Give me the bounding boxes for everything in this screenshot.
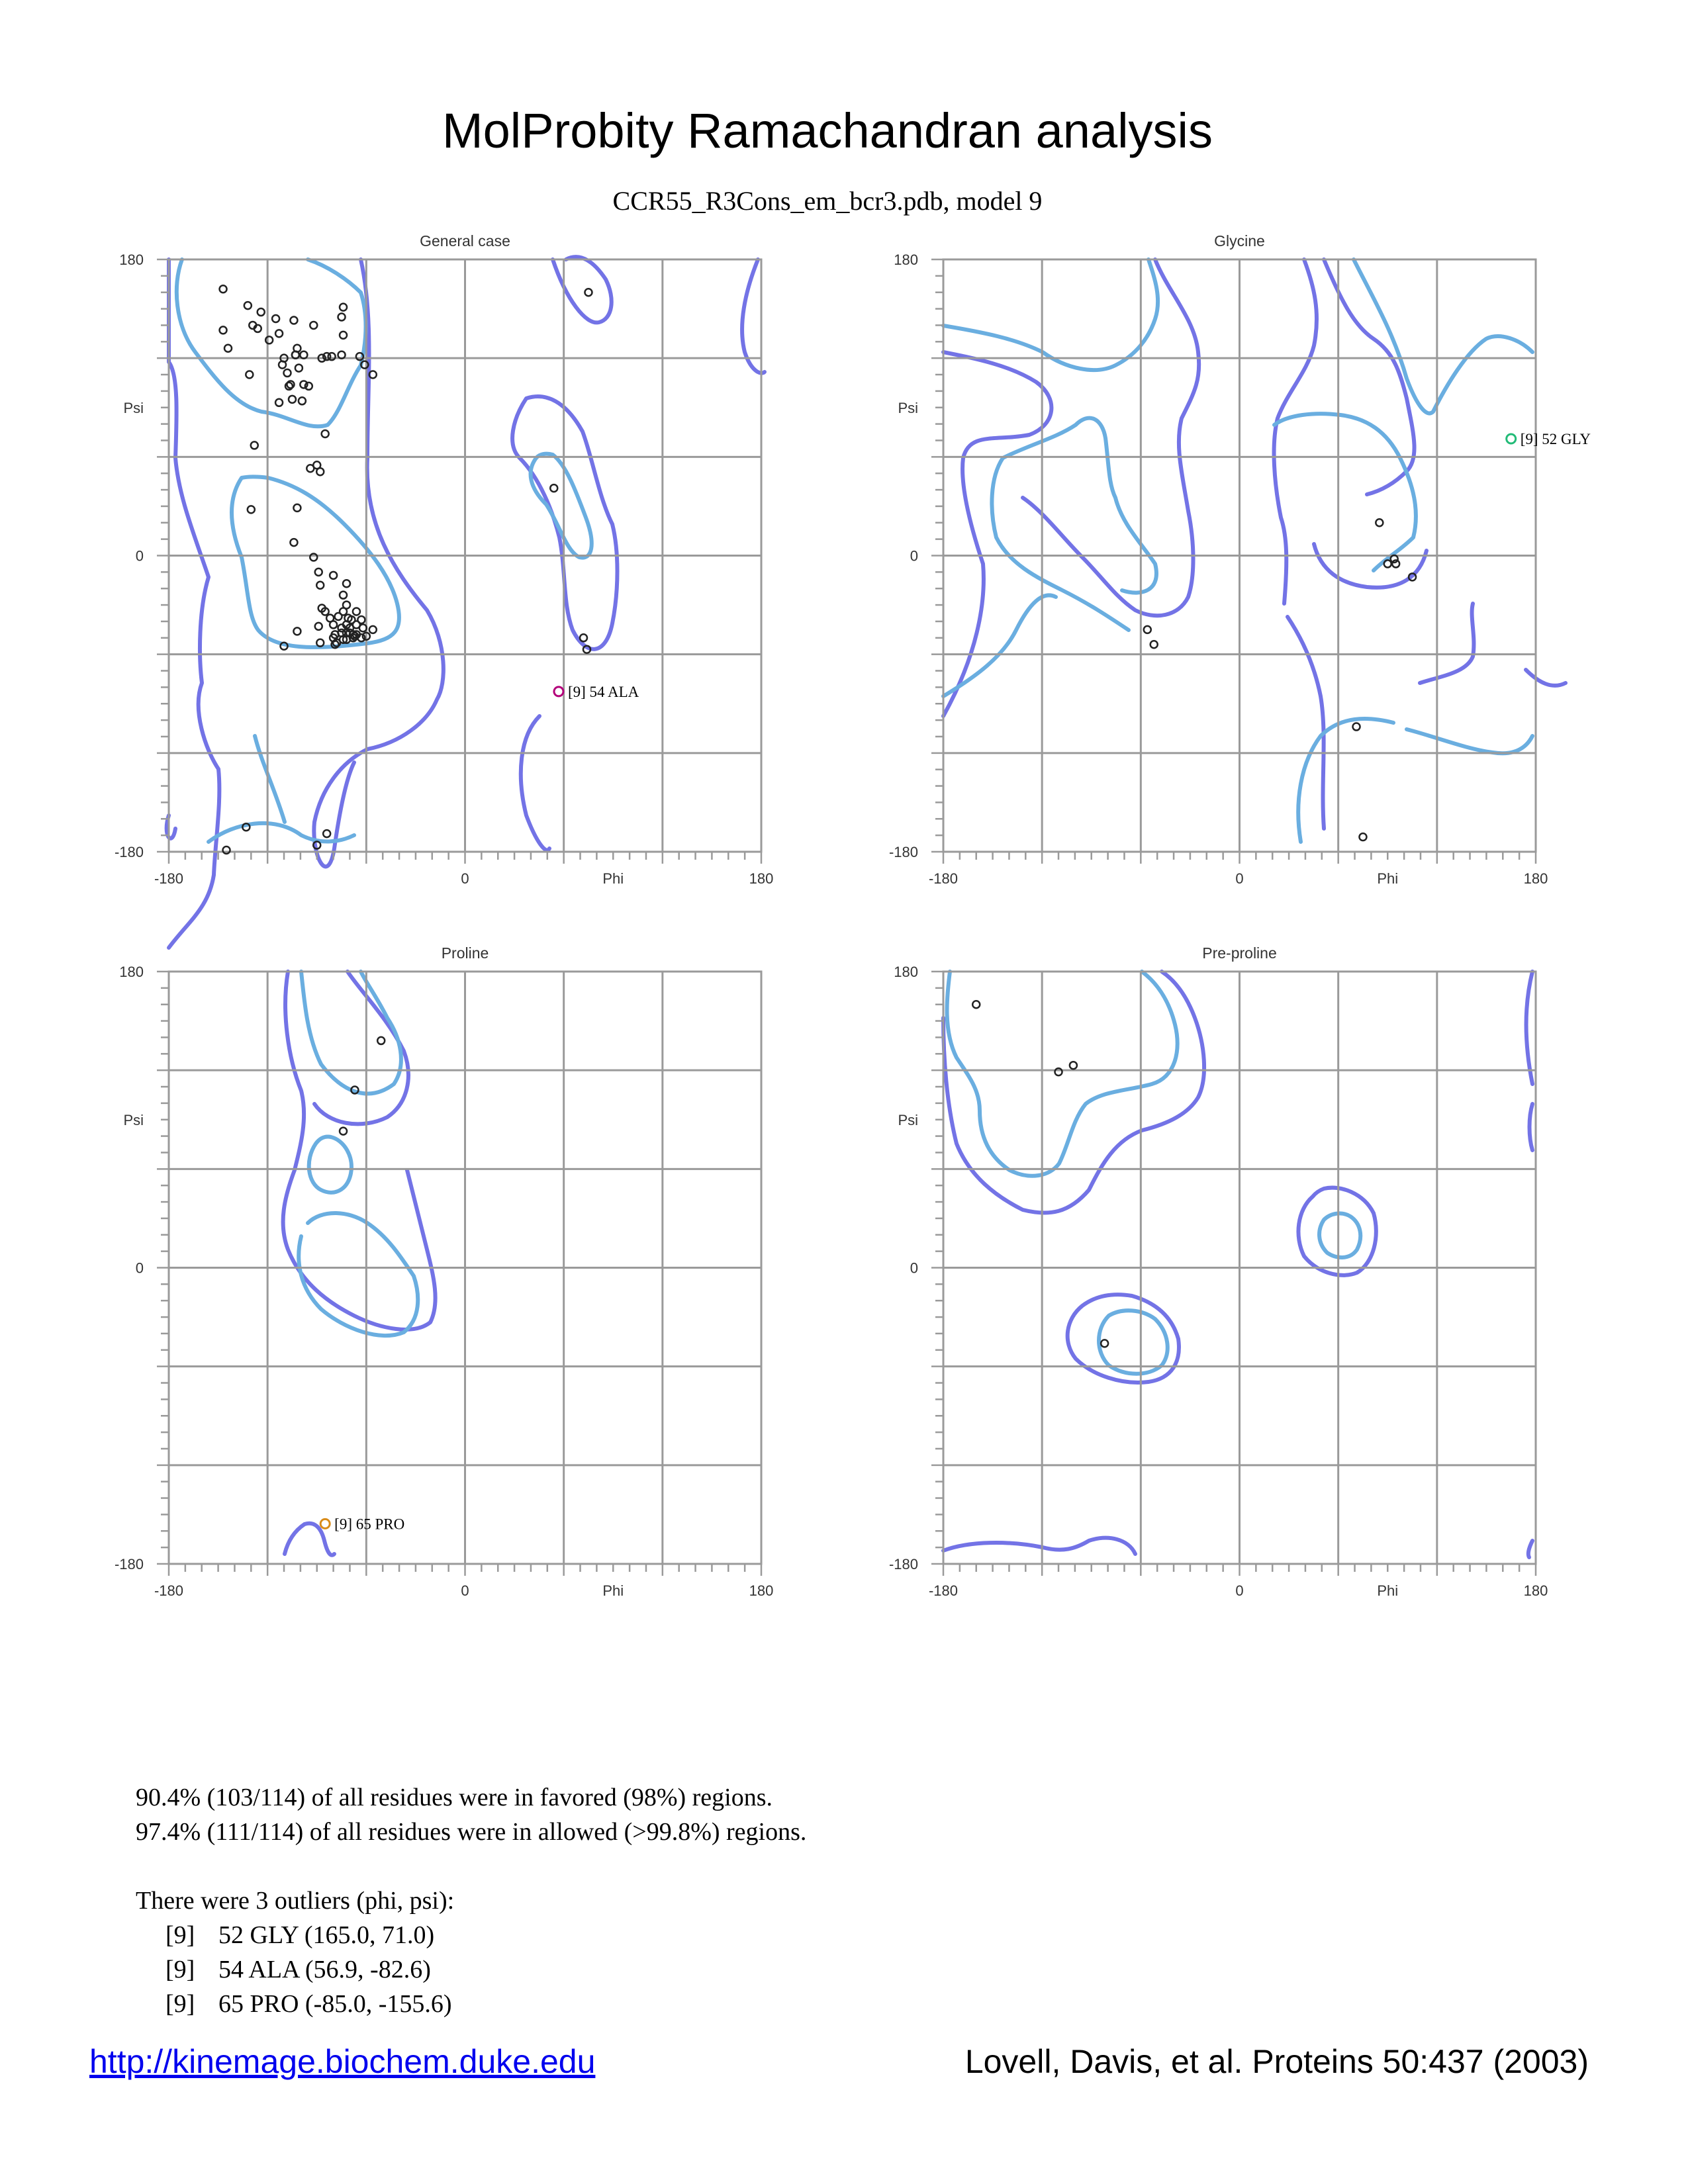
data-point: [290, 316, 297, 324]
allowed-contour: [169, 259, 219, 948]
x-tick-label: 0: [1235, 870, 1244, 887]
data-point: [224, 345, 232, 352]
data-point: [251, 441, 258, 449]
favored-contour: [1407, 729, 1532, 753]
data-point: [316, 582, 324, 589]
y-tick-label: -180: [114, 844, 144, 860]
favored-contour: [309, 1136, 352, 1192]
y-tick-label: 180: [119, 251, 144, 268]
allowed-contour: [553, 257, 612, 322]
y-tick-label: 0: [910, 1259, 918, 1277]
data-point: [550, 484, 557, 492]
data-point: [1384, 560, 1391, 567]
data-point: [246, 371, 253, 379]
favored-summary: 90.4% (103/114) of all residues were in favored (98%) regions.: [136, 1784, 773, 1811]
x-tick-label: 180: [749, 870, 774, 887]
favored-contour: [943, 259, 1158, 370]
data-point: [275, 399, 283, 406]
chart-panel: [889, 232, 1591, 887]
data-point: [323, 830, 330, 837]
outlier-tag: [9]: [165, 1990, 195, 2018]
y-tick-label: -180: [114, 1556, 144, 1572]
data-point: [322, 430, 329, 437]
y-axis-label: Psi: [898, 399, 918, 416]
chart-panel: [889, 944, 1548, 1599]
allowed-contour: [1530, 1104, 1533, 1150]
data-point: [272, 315, 279, 322]
favored-contour: [1319, 1213, 1360, 1257]
outlier-point: [320, 1519, 330, 1528]
data-point: [585, 289, 592, 296]
x-axis-label: Phi: [1377, 1582, 1399, 1599]
outlier-text: 54 ALA (56.9, -82.6): [218, 1956, 431, 1983]
allowed-contour: [943, 1538, 1135, 1554]
y-tick-label: 0: [135, 1259, 144, 1277]
allowed-contour: [1298, 1188, 1376, 1275]
data-point: [289, 396, 296, 403]
data-point: [1359, 833, 1366, 841]
outlier-header: There were 3 outliers (phi, psi):: [136, 1887, 455, 1915]
contours-glycine: [943, 259, 1566, 842]
data-point: [1144, 626, 1151, 633]
data-point: [287, 381, 294, 388]
favored-contour: [301, 972, 401, 1093]
chart-title: Pre-proline: [1202, 944, 1277, 962]
chart-panel: [115, 944, 773, 1599]
y-tick-label: 180: [894, 964, 918, 980]
page-subtitle: CCR55_R3Cons_em_bcr3.pdb, model 9: [612, 186, 1043, 216]
x-tick-label: -180: [928, 870, 959, 887]
data-point: [315, 623, 322, 630]
data-point: [335, 613, 342, 620]
outlier-row: [136, 1918, 806, 1952]
x-tick-label: 180: [749, 1582, 774, 1599]
x-tick-label: 180: [1523, 1582, 1548, 1599]
allowed-contour: [1420, 604, 1474, 683]
favored-contour: [1099, 1310, 1168, 1374]
allowed-contour: [1528, 1541, 1532, 1557]
allowed-contour: [1526, 972, 1532, 1084]
x-tick-label: 0: [461, 870, 469, 887]
data-point: [248, 506, 255, 513]
x-axis-label: Phi: [602, 870, 624, 887]
data-point: [343, 580, 350, 587]
allowed-contour: [314, 972, 408, 1124]
contours-proline: [283, 972, 436, 1555]
data-point: [330, 621, 337, 628]
favored-contour: [1274, 414, 1416, 570]
data-point: [220, 285, 227, 293]
y-tick-label: -180: [888, 1556, 918, 1572]
data-point: [340, 304, 347, 311]
y-axis-label: Psi: [123, 1111, 144, 1128]
x-axis-label: Phi: [602, 1582, 624, 1599]
data-point: [293, 504, 301, 512]
outlier-tag: [9]: [165, 1921, 195, 1949]
allowed-summary: 97.4% (111/114) of all residues were in allowed (>99.8%) regions.: [136, 1818, 807, 1846]
y-axis-label: Psi: [898, 1111, 918, 1128]
citation: Lovell, Davis, et al. Proteins 50:437 (2003): [964, 2043, 1589, 2080]
data-point: [1070, 1062, 1077, 1069]
y-axis-label: Psi: [123, 399, 144, 416]
data-point: [310, 322, 317, 329]
outlier-point: [554, 687, 563, 696]
y-tick-label: 180: [119, 964, 144, 980]
favored-contour: [1298, 719, 1393, 842]
data-point: [369, 626, 377, 633]
data-point: [244, 302, 252, 309]
kinemage-link[interactable]: http://kinemage.biochem.duke.edu: [89, 2043, 596, 2080]
x-tick-label: 180: [1523, 870, 1548, 887]
y-tick-label: 180: [894, 251, 918, 268]
data-point: [1150, 641, 1158, 648]
outlier-point: [1507, 434, 1516, 443]
page-title: MolProbity Ramachandran analysis: [442, 103, 1213, 158]
outlier-text: 52 GLY (165.0, 71.0): [218, 1921, 435, 1949]
outlier-text: 65 PRO (-85.0, -155.6): [218, 1990, 452, 2018]
favored-contour: [992, 458, 1129, 630]
favored-contour: [209, 823, 354, 842]
y-tick-label: 0: [135, 547, 144, 565]
data-point: [972, 1001, 980, 1008]
data-point: [258, 308, 265, 316]
data-point: [330, 572, 337, 579]
data-point: [299, 397, 306, 404]
summary-statistics: [136, 1780, 806, 2021]
x-tick-label: 0: [461, 1582, 469, 1599]
data-point: [340, 592, 347, 599]
chart-title: Glycine: [1214, 232, 1265, 250]
data-point: [275, 330, 283, 337]
data-point: [340, 1128, 347, 1135]
chart-panel: [115, 232, 773, 887]
chart-title: Proline: [441, 944, 489, 962]
data-point: [580, 634, 587, 641]
outlier-row: [136, 1987, 806, 2021]
outlier-row: [136, 1952, 806, 1987]
allowed-contour: [1288, 617, 1324, 829]
data-point: [1376, 519, 1383, 526]
outlier-label: [9] 65 PRO: [334, 1516, 405, 1533]
x-tick-label: -180: [928, 1582, 959, 1599]
data-point: [290, 539, 297, 546]
y-tick-label: 0: [910, 547, 918, 565]
favored-contour: [232, 477, 399, 647]
data-point: [1353, 723, 1360, 731]
x-axis-label: Phi: [1377, 870, 1399, 887]
data-point: [377, 1037, 385, 1044]
allowed-contour: [1274, 259, 1317, 604]
allowed-contour: [512, 396, 617, 649]
data-point: [293, 627, 301, 635]
favored-contour: [255, 736, 285, 822]
data-point: [1101, 1340, 1108, 1347]
x-tick-label: 0: [1235, 1582, 1244, 1599]
data-point: [338, 314, 346, 321]
allowed-contour: [943, 972, 1204, 1213]
contours-preproline: [943, 972, 1532, 1557]
allowed-contour: [1314, 544, 1427, 588]
allowed-contour: [1068, 1295, 1179, 1383]
x-tick-label: -180: [154, 870, 184, 887]
favored-contour: [1354, 259, 1532, 414]
outlier-tag: [9]: [165, 1956, 195, 1983]
data-point: [220, 326, 227, 334]
allowed-contour: [1526, 670, 1566, 686]
data-point: [295, 365, 303, 372]
outlier-label: [9] 54 ALA: [567, 683, 639, 700]
chart-title: General case: [420, 232, 510, 250]
data-point: [316, 468, 324, 475]
favored-contour: [1003, 418, 1156, 593]
data-point: [340, 332, 347, 339]
data-point: [284, 369, 291, 377]
data-point: [315, 569, 322, 576]
y-tick-label: -180: [888, 844, 918, 860]
outlier-label: [9] 52 GLY: [1520, 430, 1591, 447]
data-point: [353, 608, 360, 615]
x-tick-label: -180: [154, 1582, 184, 1599]
allowed-contour: [521, 716, 549, 850]
